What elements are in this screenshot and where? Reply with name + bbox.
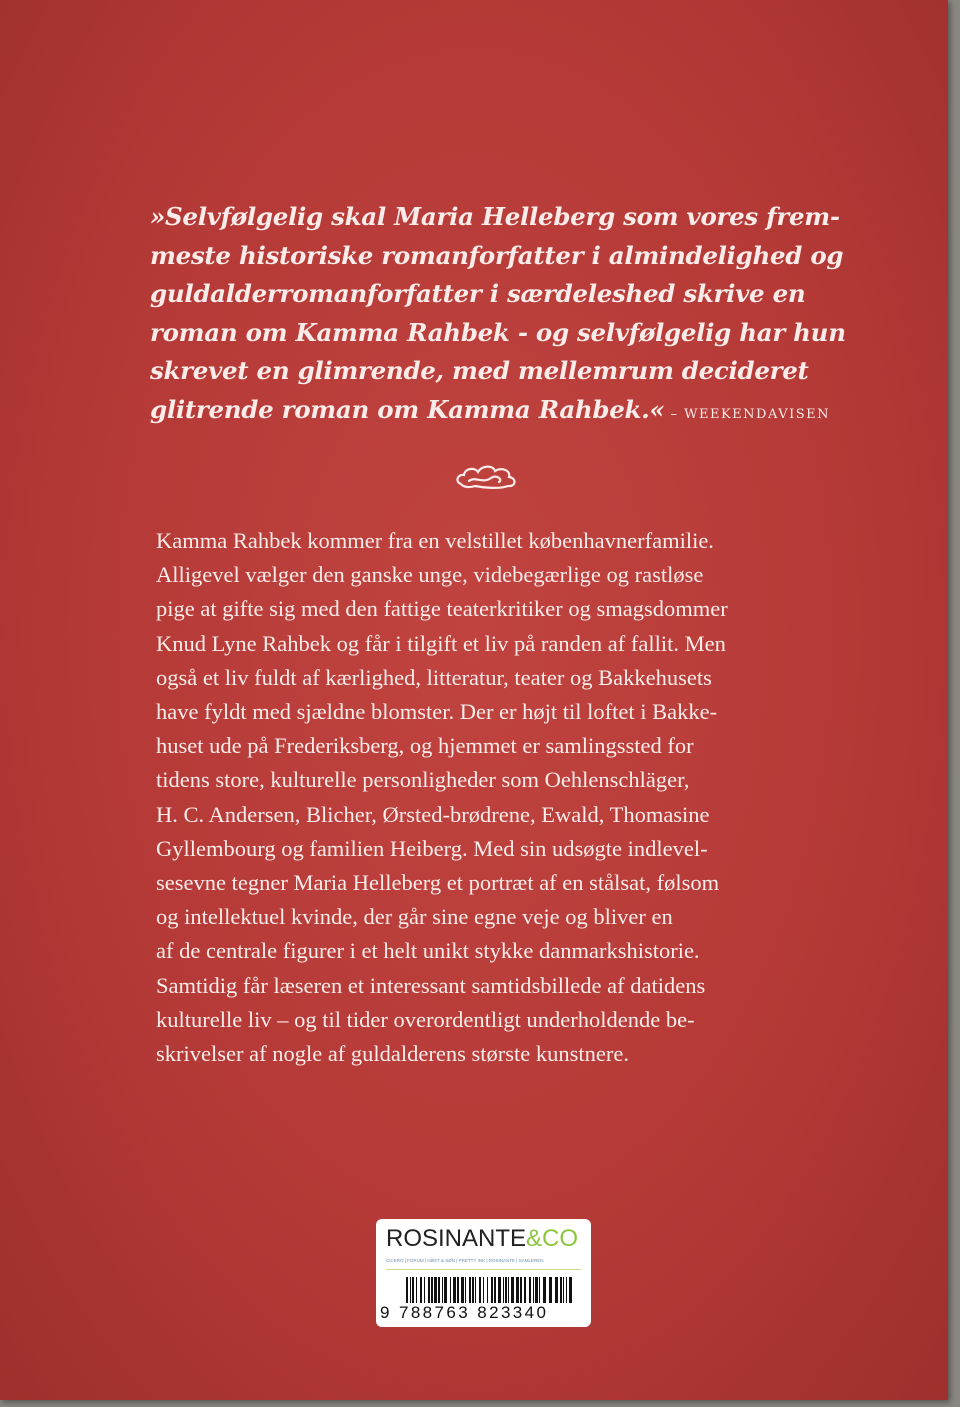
barcode-bar	[406, 1277, 408, 1303]
barcode-bar	[416, 1277, 417, 1303]
divider	[386, 1269, 581, 1270]
quote-source: – WEEKENDAVISEN	[670, 406, 830, 422]
quote-line: »Selvfølgelig skal Maria Helleberg som vores frem-	[150, 202, 840, 231]
barcode-bar	[479, 1277, 481, 1303]
isbn-number: 9 788763 823340	[380, 1303, 549, 1322]
publisher-logo	[386, 1225, 578, 1253]
barcode-bar	[438, 1277, 440, 1303]
barcode-bar	[520, 1277, 522, 1303]
barcode-bar	[563, 1277, 564, 1303]
barcode-bar	[543, 1277, 546, 1303]
barcode-bar	[461, 1277, 464, 1303]
quote-line: glitrende roman om Kamma Rahbek.«	[150, 394, 665, 424]
barcode-bar	[410, 1277, 411, 1303]
barcode-bar	[524, 1277, 526, 1303]
barcode-bar	[505, 1277, 507, 1303]
quote-line: roman om Kamma Rahbek - og selvfølgelig har hun	[150, 317, 846, 347]
barcode-bar	[469, 1277, 471, 1303]
barcode-bar	[483, 1277, 484, 1303]
blurb-line: tidens store, kulturelle personligheder som Oehlenschläger,	[156, 767, 690, 793]
barcode-bar	[569, 1277, 572, 1303]
imprint-list: CICERO | FORUM | HØST & SØN | PRETTY INK | ROSINANTE | SAMLEREN	[386, 1258, 544, 1263]
barcode-bar	[498, 1277, 501, 1303]
barcode-bar	[529, 1277, 531, 1303]
blurb-line: Knud Lyne Rahbek og får i tilgift et liv på randen af fallit. Men	[156, 630, 726, 656]
barcode-bar	[487, 1277, 488, 1303]
quote-line: meste historiske romanforfatter i almindelighed og	[150, 240, 844, 270]
barcode-bar	[503, 1277, 504, 1303]
barcode-bar	[533, 1277, 534, 1303]
barcode-bar	[472, 1277, 474, 1303]
barcode-bar	[444, 1277, 447, 1303]
blurb-line: Alligevel vælger den ganske unge, videbegærlige og rastløse	[156, 562, 704, 588]
barcode-bar	[560, 1277, 562, 1303]
review-quote	[150, 198, 850, 434]
blurb-line: Samtidig får læseren et interessant samtidsbillede af datidens	[156, 972, 706, 998]
quote-line: guldalderromanforfatter i særdeleshed skrive en	[150, 279, 806, 308]
blurb	[156, 524, 876, 1071]
barcode-label	[376, 1219, 591, 1327]
barcode-bar	[442, 1277, 443, 1303]
blurb-line: pige at gifte sig med den fattige teaterkritiker og smagsdommer	[156, 596, 728, 622]
barcode-bar	[511, 1277, 514, 1303]
barcode-bar	[453, 1277, 456, 1303]
cloud-ornament-icon	[455, 462, 519, 492]
barcode-bar	[450, 1277, 451, 1303]
barcode-bar	[424, 1277, 425, 1303]
barcode-bar	[434, 1277, 437, 1303]
barcode-bar	[465, 1277, 466, 1303]
publisher-suffix: &CO	[526, 1225, 579, 1252]
blurb-line: H. C. Andersen, Blicher, Ørsted-brødrene, Ewald, Thomasine	[156, 801, 710, 827]
quote-line-last	[150, 391, 850, 435]
blurb-line: også et liv fuldt af kærlighed, litteratur, teater og Bakkehusets	[156, 664, 712, 690]
barcode-bar	[431, 1277, 433, 1303]
barcode-bar	[539, 1277, 540, 1303]
barcode-bar	[494, 1277, 496, 1303]
barcode-bar	[535, 1277, 538, 1303]
blurb-line: have fyldt med sjældne blomster. Der er højt til loftet i Bakke-	[156, 699, 718, 725]
blurb-line: huset ude på Frederiksberg, og hjemmet er samlingssted for	[156, 733, 694, 759]
blurb-line: skrivelser af nogle af guldalderens største kunstnere.	[156, 1041, 629, 1067]
blurb-line: sesevne tegner Maria Helleberg et portræt af en stålsat, følsom	[156, 870, 720, 896]
blurb-line: kulturelle liv – og til tider overordentligt underholdende be-	[156, 1006, 695, 1032]
quote-line: skrevet en glimrende, med mellemrum decideret	[150, 356, 809, 385]
barcode-bar	[428, 1277, 430, 1303]
blurb-line: af de centrale figurer i et helt unikt stykke danmarkshistorie.	[156, 938, 700, 964]
blurb-line: Gyllembourg og familien Heiberg. Med sin udsøgte indlevel-	[156, 835, 708, 861]
barcode-bar	[508, 1277, 509, 1303]
barcode-bar	[457, 1277, 459, 1303]
barcode-bar	[475, 1277, 476, 1303]
barcode-bar	[516, 1277, 519, 1303]
barcode-bar	[555, 1277, 558, 1303]
barcode-bar	[491, 1277, 493, 1303]
blurb-line: Kamma Rahbek kommer fra en velstillet københavnerfamilie.	[156, 528, 714, 553]
blurb-line: og intellektuel kvinde, der går sine egne veje og bliver en	[156, 904, 673, 930]
publisher-name: ROSINANTE	[386, 1225, 527, 1252]
barcode-bar	[566, 1277, 567, 1303]
barcode-bar	[412, 1277, 414, 1303]
barcode-bar	[549, 1277, 552, 1303]
barcode-bar	[420, 1277, 422, 1303]
